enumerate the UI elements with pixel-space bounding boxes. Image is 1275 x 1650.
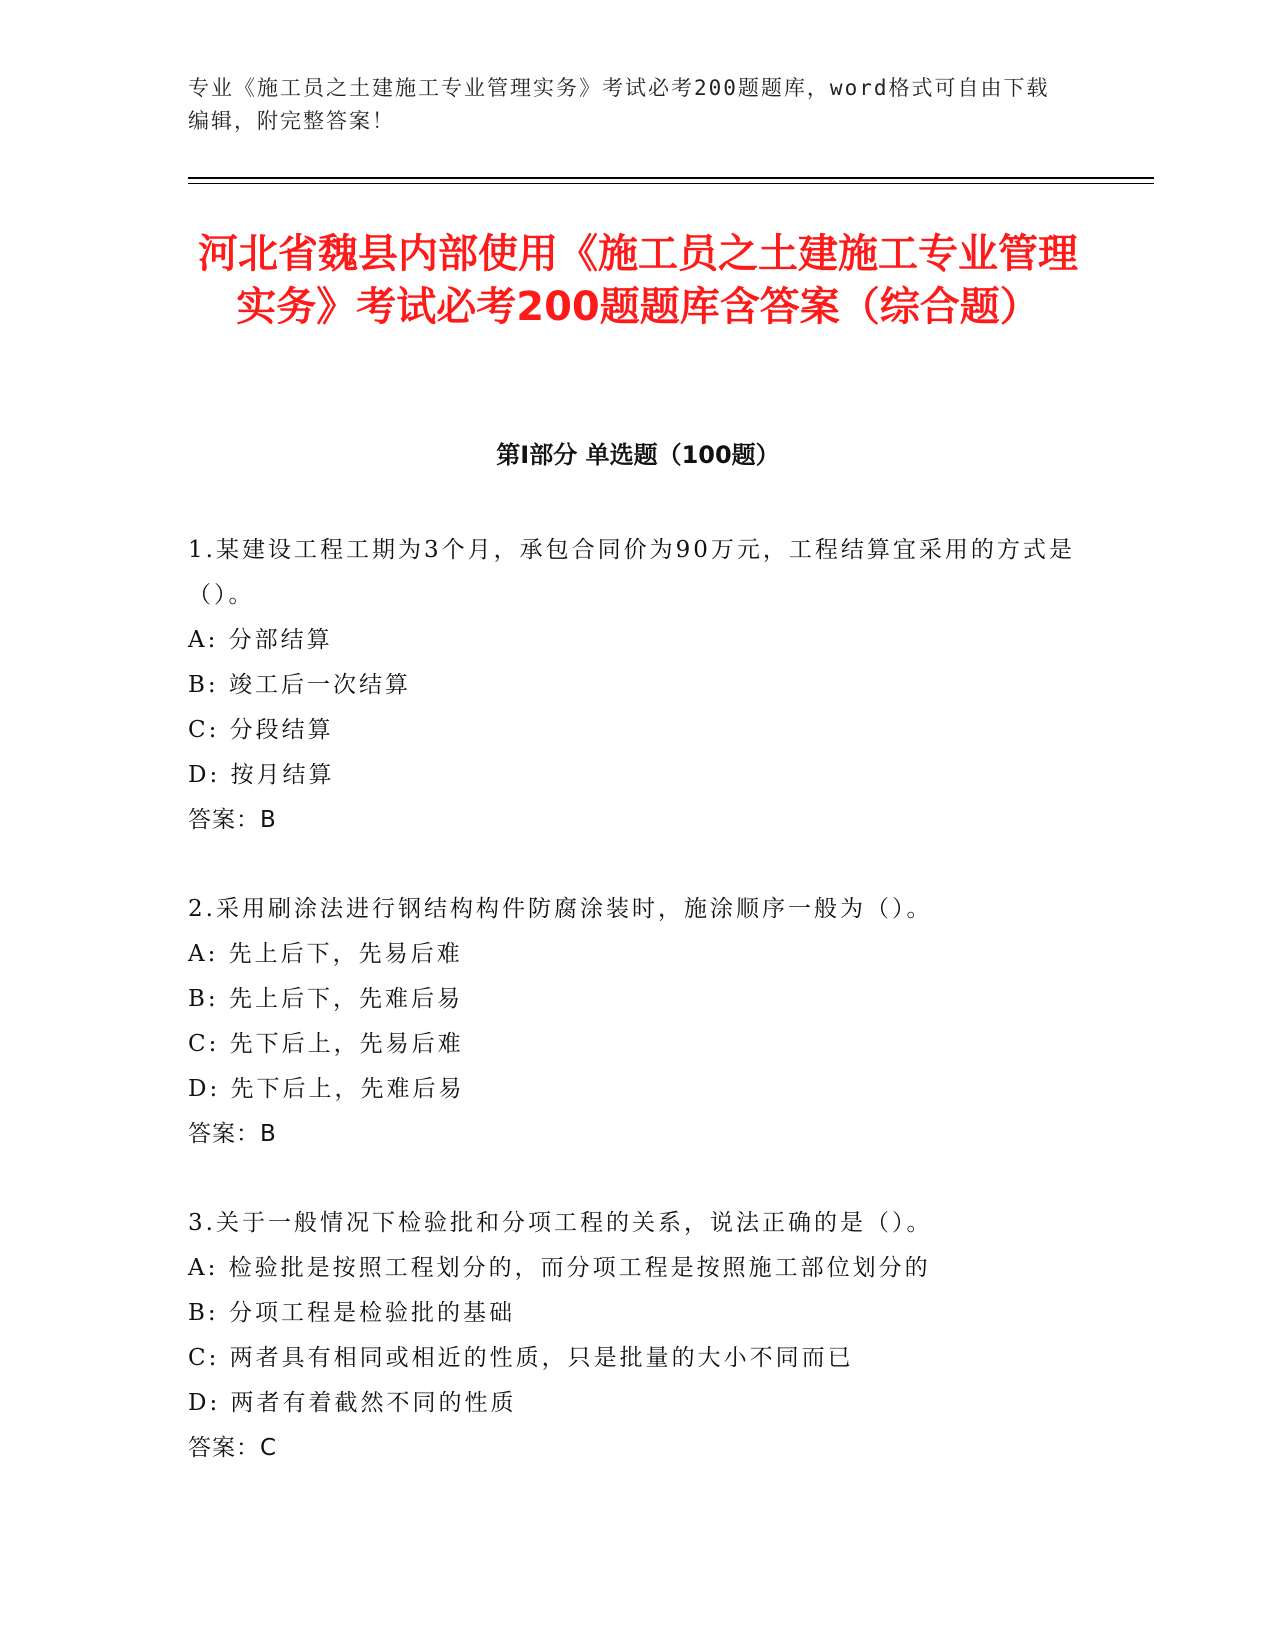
option-b: B: 竣工后一次结算 xyxy=(188,672,411,698)
question-2 xyxy=(188,887,1088,1157)
option-b: B: 分项工程是检验批的基础 xyxy=(188,1300,515,1326)
option-d: D: 先下后上，先难后易 xyxy=(188,1076,465,1102)
answer: 答案：C xyxy=(188,1435,278,1461)
section-heading: 第I部分 单选题（100题） xyxy=(496,441,780,469)
question-stem: 2.采用刷涂法进行钢结构构件防腐涂装时，施涂顺序一般为（）。 xyxy=(188,896,933,922)
option-d: D: 两者有着截然不同的性质 xyxy=(188,1390,517,1416)
option-a: A: 先上后下，先易后难 xyxy=(188,941,463,967)
option-b: B: 先上后下，先难后易 xyxy=(188,986,463,1012)
option-c: C: 两者具有相同或相近的性质，只是批量的大小不同而已 xyxy=(188,1345,854,1371)
question-list xyxy=(188,528,1088,1515)
option-a: A: 分部结算 xyxy=(188,627,333,653)
answer: 答案：B xyxy=(188,1121,277,1147)
option-d: D: 按月结算 xyxy=(188,762,335,788)
question-1 xyxy=(188,528,1088,843)
option-a: A: 检验批是按照工程划分的，而分项工程是按照施工部位划分的 xyxy=(188,1255,931,1281)
page-header: 专业《施工员之土建施工专业管理实务》考试必考200题题库，word格式可自由下载编辑，附完整答案！ xyxy=(188,76,1050,133)
answer: 答案：B xyxy=(188,807,277,833)
document-title: 河北省魏县内部使用《施工员之土建施工专业管理实务》考试必考200题题库含答案（综合题） xyxy=(198,231,1078,330)
option-c: C: 分段结算 xyxy=(188,717,334,743)
header-rule-thin xyxy=(188,183,1154,184)
question-stem: 3.关于一般情况下检验批和分项工程的关系，说法正确的是（）。 xyxy=(188,1210,933,1236)
question-3 xyxy=(188,1201,1088,1471)
question-stem: 1.某建设工程工期为3个月，承包合同价为90万元，工程结算宜采用的方式是（）。 xyxy=(188,537,1075,608)
option-c: C: 先下后上，先易后难 xyxy=(188,1031,464,1057)
header-rule-thick xyxy=(188,177,1154,179)
